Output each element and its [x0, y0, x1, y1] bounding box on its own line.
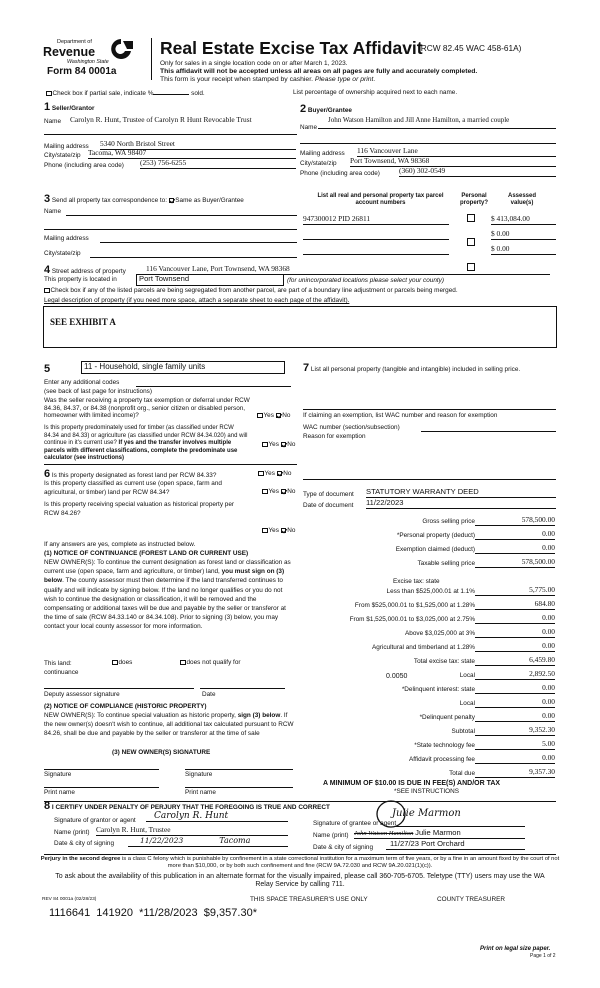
- continuance-label: continuance: [44, 669, 79, 676]
- tax-row-value[interactable]: 0.00: [475, 712, 555, 722]
- ownership-note: List percentage of ownership acquired next to each name.: [293, 89, 458, 96]
- located-label: This property is located in: [44, 276, 117, 283]
- n2-text-a: NEW OWNER(S): To continue special valuation as historic property,: [44, 712, 236, 719]
- exemption-question: Was the seller receiving a property tax exemption or deferral under RCW 84.36, 84.37, or 84.38 (nonprofit org., senior citizen or disabled person, homeowner with limited income)?: [44, 397, 250, 419]
- page-title: Real Estate Excise Tax Affidavit: [160, 38, 423, 58]
- divider: [44, 464, 297, 465]
- tax-row-value[interactable]: 0.00: [475, 614, 555, 624]
- tax-row: [300, 642, 560, 654]
- grantor-sig-label: Signature of grantor or agent: [54, 817, 136, 824]
- signature-label-2: Signature: [185, 771, 213, 778]
- yes-checkbox[interactable]: [257, 413, 263, 419]
- tax-row: [300, 670, 560, 682]
- yes-label: Yes: [263, 412, 274, 419]
- located-note: (for unincorporated locations please select your county): [287, 277, 445, 284]
- grantee-name-label: Name (print): [313, 832, 349, 839]
- correspondence-name-field[interactable]: [66, 215, 297, 216]
- seller-name-line2: [44, 134, 297, 135]
- street-address-row: [44, 264, 126, 277]
- notice-compliance-title: (2) NOTICE OF COMPLIANCE (HISTORIC PROPERTY): [44, 703, 207, 710]
- no-checkbox[interactable]: [276, 413, 282, 419]
- tax-row: [300, 544, 560, 556]
- tax-row: [300, 712, 560, 724]
- tax-row-label: Local: [459, 672, 475, 679]
- no-checkbox[interactable]: [281, 442, 287, 448]
- segregated-label: Check box if any of the listed parcels are being segregated from another parcel, are part of a boundary line adjustment or parcels being merged.: [50, 287, 458, 294]
- tax-row-value[interactable]: 0.00: [475, 754, 555, 764]
- tax-row-label: Subtotal: [451, 728, 475, 735]
- doc-date-label: Date of document: [303, 502, 354, 509]
- correspondence-heading: [44, 193, 244, 206]
- seller-heading: [44, 101, 95, 114]
- tax-row-value[interactable]: 0.00: [475, 544, 555, 554]
- correspondence-name-line2: [44, 229, 297, 230]
- grantor-name[interactable]: Carolyn R. Hunt, Trustee: [96, 826, 288, 836]
- revenue-swirl-icon: [107, 37, 135, 61]
- parcel-number[interactable]: [303, 245, 449, 255]
- seller-mailing[interactable]: 5340 North Bristol Street: [100, 140, 296, 150]
- additional-codes-field[interactable]: [136, 386, 291, 387]
- historical-answer: [262, 527, 295, 534]
- grantor-date: 11/22/2023: [140, 836, 184, 845]
- personal-property-checkbox[interactable]: [467, 238, 475, 246]
- grantee-signature-line[interactable]: [395, 826, 525, 827]
- correspondence-label: Send all property tax correspondence to:: [51, 197, 168, 204]
- grantor-date-city[interactable]: [128, 836, 288, 847]
- correspondence-mailing-label: Mailing address: [44, 235, 89, 242]
- doc-type[interactable]: STATUTORY WARRANTY DEED: [366, 488, 556, 498]
- personal-property-line[interactable]: [303, 409, 556, 410]
- buyer-mailing[interactable]: 116 Vancouver Lane: [357, 147, 556, 157]
- buyer-name[interactable]: John Watson Hamilton and Jill Anne Hamilton, a married couple: [318, 116, 556, 129]
- tax-row-label: *Delinquent interest: state: [401, 686, 475, 693]
- timber-question: [44, 425, 249, 463]
- tax-row-value[interactable]: 578,500.00: [475, 516, 555, 526]
- correspondence-city-field[interactable]: [90, 257, 297, 258]
- no-label: No: [287, 527, 296, 534]
- n1-text-bold: you must sign on (3) below: [44, 568, 285, 585]
- page-number: Page 1 of 2: [530, 953, 556, 959]
- does-option: [112, 659, 132, 666]
- correspondence-number: 3: [44, 193, 51, 205]
- reason-label: Reason for exemption: [303, 433, 366, 440]
- this-land-label: This land:: [44, 660, 72, 667]
- historical-question: Is this property receiving special valuation as historical property per RCW 84.26?: [44, 501, 235, 518]
- tax-row-value[interactable]: 9,352.30: [475, 726, 555, 736]
- street-label: Street address of property: [51, 268, 126, 275]
- buyer-heading: [300, 103, 352, 116]
- tax-row-label: Above $3,025,000 at 3%: [405, 630, 475, 637]
- buyer-heading-text: Buyer/Grantee: [307, 107, 352, 114]
- owner-signature-line-2[interactable]: [185, 769, 293, 770]
- certify-text: I CERTIFY UNDER PENALTY OF PERJURY THAT THE FOREGOING IS TRUE AND CORRECT: [51, 804, 330, 811]
- legal-description-box[interactable]: [43, 306, 557, 348]
- alt-format-notice: To ask about the availability of this publication in an alternate format for the visually impaired, please call 360-705-6705. Teletype (TTY) users may use the WA Relay Service by calling 711.: [55, 873, 545, 888]
- tax-row: [300, 768, 560, 780]
- timber-question-text: Is this property predominately used for timber (as classified under RCW 84.34 and 84.33) or agriculture (as classified under RCW 84.34.020) and will continue in it's current use?: [44, 425, 248, 446]
- buyer-mailing-label: Mailing address: [300, 150, 345, 157]
- same-as-buyer-label: Same as Buyer/Grantee: [175, 197, 244, 204]
- legal-description: SEE EXHIBIT A: [50, 317, 116, 327]
- if-yes-note: If any answers are yes, complete as instructed below.: [44, 541, 196, 548]
- perjury-text: is a class C felony which is punishable by confinement in a state correctional institution for a maximum term of five years, or by a fine in an amount fixed by the court of not more than $10,000, or by both such confinement and fine (RCW 9A.72.030 and RCW 9A.20.021(1)(c)).: [120, 856, 560, 869]
- perjury-notice: [40, 856, 560, 870]
- tax-row-label: From $1,525,000.01 to $3,025,000 at 2.75%: [349, 616, 475, 623]
- tax-row: [300, 614, 560, 626]
- tax-row-label: Affidavit processing fee: [409, 756, 475, 763]
- tax-row-value[interactable]: 684.80: [475, 600, 555, 610]
- treasurer-stamp: 1116641 141920 *11/28/2023 $9,357.30*: [49, 907, 257, 919]
- seller-heading-text: Seller/Grantor: [51, 105, 95, 112]
- grantor-date-label: Date & city of signing: [54, 840, 115, 847]
- personal-col-header: Personal property?: [459, 193, 488, 206]
- wac-label: WAC number (section/subsection): [303, 424, 400, 431]
- tax-row: [300, 558, 560, 570]
- buyer-phone-label: Phone (including area code): [300, 170, 380, 177]
- same-as-buyer-checkbox[interactable]: [169, 198, 175, 204]
- title-rcw: (RCW 82.45 WAC 458-61A): [418, 43, 522, 53]
- grantor-signature[interactable]: Carolyn R. Hunt: [146, 811, 288, 822]
- seller-number: 1: [44, 101, 51, 113]
- no-label: No: [283, 470, 292, 477]
- no-label: No: [287, 488, 296, 495]
- section7-heading: [303, 362, 558, 375]
- exemption-answer: [257, 412, 290, 419]
- tax-row-value[interactable]: 0.00: [475, 628, 555, 638]
- additional-codes-label: Enter any additional codes: [44, 379, 120, 386]
- tax-row-label: From $525,000.01 to $1,525,000 at 1.28%: [354, 602, 475, 609]
- deputy-date-line[interactable]: [200, 688, 285, 689]
- see-instructions: *SEE INSTRUCTIONS: [394, 788, 459, 795]
- tax-row-label: Taxable selling price: [417, 560, 475, 567]
- county-treasurer: COUNTY TREASURER: [437, 896, 505, 903]
- local-rate: 0.0050: [386, 673, 408, 680]
- no-checkbox[interactable]: [277, 471, 283, 477]
- tax-row-label: Gross selling price: [422, 518, 475, 525]
- tax-row-value[interactable]: 578,500.00: [475, 558, 555, 568]
- logo-state: Washington State: [67, 59, 109, 65]
- location-select[interactable]: Port Townsend: [136, 274, 284, 286]
- buyer-phone[interactable]: (360) 302-0549: [399, 167, 556, 177]
- partial-sale-percent[interactable]: [153, 94, 189, 95]
- n1-text-b: . The county assessor must then determine if the land transferred continues to qualify and will indicate by signing below. If the land no longer qualifies or you do not wish to continue the designation or classification, it will be removed and the compensating or additional taxes will be due and payable by the seller or transferor at the time of sale (RCW 84.33.140 or 84.34.108). Prior to signing (3) below, you may contact your local county assessor for more information.: [44, 577, 286, 631]
- tax-row: [300, 516, 560, 528]
- grantee-signature[interactable]: Julie Marmon: [392, 808, 461, 819]
- buyer-city[interactable]: Port Townsend, WA 98368: [350, 157, 556, 167]
- assessed-value[interactable]: $ 413,084.00: [491, 215, 556, 225]
- yes-label: Yes: [268, 441, 279, 448]
- header-line3-text: This form is your receipt when stamped by cashier.: [160, 76, 313, 83]
- segregated-row: [44, 287, 458, 294]
- partial-sale-checkbox[interactable]: [46, 91, 52, 97]
- wac-field[interactable]: [421, 431, 556, 432]
- partial-sale-suffix: sold.: [191, 90, 205, 97]
- buyer-name-line2: [300, 143, 556, 144]
- tax-row-value[interactable]: 0.00: [475, 642, 555, 652]
- reason-field[interactable]: [303, 479, 556, 480]
- header-line3-italic: Please type or print.: [314, 76, 376, 83]
- tax-row: [300, 684, 560, 696]
- partial-sale: [46, 90, 205, 97]
- new-owner-signature-title: (3) NEW OWNER(S) SIGNATURE: [112, 749, 211, 756]
- seller-phone-label: Phone (including area code): [44, 162, 124, 169]
- minimum-due-note: A MINIMUM OF $10.00 IS DUE IN FEE(S) AND/OR TAX: [323, 780, 501, 787]
- tax-row: [300, 530, 560, 542]
- partial-sale-label: Check box if partial sale, indicate %: [52, 90, 154, 97]
- signature-label-1: Signature: [44, 771, 72, 778]
- current-use-question: Is this property classified as current use (open space, farm and agricultural, or timber) land per RCW 84.34?: [44, 480, 222, 497]
- tax-row-value[interactable]: 0.00: [475, 684, 555, 694]
- yes-label: Yes: [268, 488, 279, 495]
- correspondence-name-label: Name: [44, 208, 62, 215]
- assessed-col-header: Assessed value(s): [507, 193, 537, 206]
- seller-city[interactable]: Tacoma, WA 98407: [88, 149, 296, 159]
- owner-signature-line-1[interactable]: [44, 769, 159, 770]
- grantee-date-label: Date & city of signing: [313, 844, 374, 851]
- revision: REV 84 0001a (02/28/23): [42, 897, 97, 902]
- excise-state-header: Excise tax: state: [393, 578, 440, 585]
- does-label: does: [118, 659, 133, 666]
- forest-question-text: Is this property designated as forest land per RCW 84.33?: [51, 472, 217, 479]
- deputy-date-label: Date: [202, 691, 216, 698]
- deputy-signature-line[interactable]: [44, 688, 194, 689]
- tax-row-value[interactable]: 2,892.50: [475, 670, 555, 680]
- assessed-value[interactable]: $ 0.00: [491, 230, 556, 240]
- does-not-label: does not qualify for: [186, 659, 241, 666]
- print-name-label-1: Print name: [44, 789, 75, 796]
- property-number: 4: [44, 264, 51, 276]
- form-number: Form 84 0001a: [47, 66, 117, 77]
- correspondence-city-label: City/state/zip: [44, 250, 81, 257]
- notice-compliance-text: [44, 711, 296, 739]
- parcel-number[interactable]: 947300012 PID 26811: [303, 215, 449, 225]
- grantor-name-label: Name (print): [54, 829, 90, 836]
- legal-paper-note: Print on legal size paper.: [480, 946, 551, 952]
- segregated-checkbox[interactable]: [44, 288, 50, 294]
- logo-dept-of: Department of: [57, 39, 92, 45]
- header-divider: [151, 38, 152, 80]
- yes-checkbox[interactable]: [262, 489, 268, 495]
- tax-row-label: Agricultural and timberland at 1.28%: [371, 644, 475, 651]
- section7-number: 7: [303, 362, 310, 374]
- tax-row: [300, 586, 560, 598]
- no-checkbox[interactable]: [281, 489, 287, 495]
- tax-row-label: Exemption claimed (deduct): [395, 546, 475, 553]
- current-use-answer: [262, 488, 295, 495]
- tax-row: [300, 754, 560, 766]
- tax-row-label: Total due: [449, 770, 475, 777]
- treasurer-use: THIS SPACE TREASURER'S USE ONLY: [250, 896, 368, 903]
- perjury-bold: Perjury in the second degree: [40, 856, 121, 862]
- tax-row-label: Local: [459, 700, 475, 707]
- owner-print-line-1[interactable]: [44, 787, 159, 788]
- yes-checkbox[interactable]: [262, 442, 268, 448]
- header-line3: [160, 76, 375, 84]
- personal-property-checkbox[interactable]: [467, 214, 475, 222]
- no-checkbox[interactable]: [281, 528, 287, 534]
- parcel-number[interactable]: [303, 230, 449, 240]
- doc-type-label: Type of document: [303, 491, 354, 498]
- buyer-name-label: Name: [300, 124, 318, 131]
- parcel-col-header: List all real and personal property tax parcel account numbers: [317, 193, 444, 206]
- additional-codes-note: (see back of last page for instructions): [44, 388, 152, 395]
- header-line1: Only for sales in a single location code on or after March 1, 2023.: [160, 60, 348, 67]
- yes-label: Yes: [264, 470, 275, 477]
- no-label: No: [282, 412, 291, 419]
- deputy-signature-label: Deputy assessor signature: [44, 691, 120, 698]
- seller-phone[interactable]: (253) 756-6255: [140, 159, 296, 169]
- correspondence-mailing-field[interactable]: [100, 242, 297, 243]
- grantee-sig-label: Signature of grantee or agent: [313, 820, 397, 827]
- tax-row-label: *Personal property (deduct): [396, 532, 475, 539]
- grantee-name: Julie Marmon: [415, 828, 461, 837]
- does-not-option: [180, 659, 241, 666]
- footer-divider: [44, 854, 556, 855]
- notice-continuance-text: [44, 558, 296, 632]
- seller-mailing-label: Mailing address: [44, 143, 89, 150]
- section6-number: 6: [44, 468, 51, 480]
- seller-city-label: City/state/zip: [44, 152, 81, 159]
- seller-name[interactable]: Carolyn R. Hunt, Trustee of Carolyn R Hunt Revocable Trust: [70, 115, 252, 124]
- n1-text-a: NEW OWNER(S): To continue the current designation as forest land or classification as current use (open space, farm and agriculture, or timber) land,: [44, 559, 291, 576]
- tax-row-label: Less than $525,000.01 at 1.1%: [386, 588, 475, 595]
- tax-row: [300, 726, 560, 738]
- tax-row-value[interactable]: 5.00: [475, 740, 555, 750]
- forest-answer: [258, 470, 291, 477]
- grantee-name-field[interactable]: [354, 829, 525, 839]
- doc-date[interactable]: 11/22/2023: [366, 499, 556, 509]
- buyer-number: 2: [300, 103, 307, 115]
- does-not-checkbox[interactable]: [180, 660, 186, 666]
- tax-row: [300, 628, 560, 640]
- grantor-city: Tacoma: [219, 836, 251, 845]
- header-line2: This affidavit will not be accepted unless all areas on all pages are fully and accurately completed.: [160, 68, 478, 75]
- notice-continuance-title: (1) NOTICE OF CONTINUANCE (FOREST LAND OR CURRENT USE): [44, 550, 249, 557]
- buyer-city-label: City/state/zip: [300, 160, 337, 167]
- street-address[interactable]: 116 Vancouver Lane, Port Townsend, WA 98368: [146, 265, 550, 275]
- yes-checkbox[interactable]: [258, 471, 264, 477]
- section7-label: List all personal property (tangible and intangible) included in selling price.: [310, 366, 521, 373]
- tax-row-value[interactable]: 9,357.30: [475, 768, 555, 778]
- tax-row-label: *Delinquent penalty: [419, 714, 475, 721]
- use-code-select[interactable]: 11 - Household, single family units: [81, 361, 285, 374]
- print-name-label-2: Print name: [185, 789, 216, 796]
- tax-row-value[interactable]: 0.00: [475, 698, 555, 708]
- assessed-value[interactable]: $ 0.00: [491, 245, 556, 255]
- seller-name-label: Name: [44, 118, 62, 125]
- logo-revenue: Revenue: [43, 45, 96, 59]
- yes-checkbox[interactable]: [262, 528, 268, 534]
- owner-print-line-2[interactable]: [185, 787, 293, 788]
- yes-label: Yes: [268, 527, 279, 534]
- section5-number: 5: [44, 363, 51, 375]
- n2-text-b: . If the new owner(s) doesn't wish to continue, all additional tax calculated pursuant to RCW 84.26, shall be due and payable by the seller or transferor at the time of sale: [44, 712, 294, 738]
- tax-row-label: *State technology fee: [414, 742, 475, 749]
- tax-row-value[interactable]: 0.00: [475, 530, 555, 540]
- does-checkbox[interactable]: [112, 660, 118, 666]
- n2-text-bold: sign (3) below: [237, 712, 281, 719]
- tax-row-label: Total excise tax: state: [413, 658, 475, 665]
- exemption-label: If claiming an exemption, list WAC number and reason for exemption: [303, 412, 498, 419]
- no-label: No: [287, 441, 296, 448]
- grantee-name-struck: John Watson Hamilton: [354, 830, 414, 837]
- section8-number: 8: [44, 800, 51, 812]
- legal-label: Legal description of property (if you need more space, attach a separate sheet to each page of the affidavit).: [44, 297, 350, 304]
- tax-row: [300, 600, 560, 612]
- tax-row-value[interactable]: 5,775.00: [475, 586, 555, 596]
- grantee-date-city[interactable]: 11/27/23 Port Orchard: [386, 840, 525, 850]
- tax-row-value[interactable]: 6,459.80: [475, 656, 555, 666]
- tax-row: [300, 740, 560, 752]
- tax-row: [300, 698, 560, 710]
- tax-row: [300, 656, 560, 668]
- timber-question-bold: If yes and the transfer involves multiple parcels with different classifications, complete the predominate use calculator (see instructions): [44, 440, 238, 461]
- timber-answer: [262, 441, 295, 448]
